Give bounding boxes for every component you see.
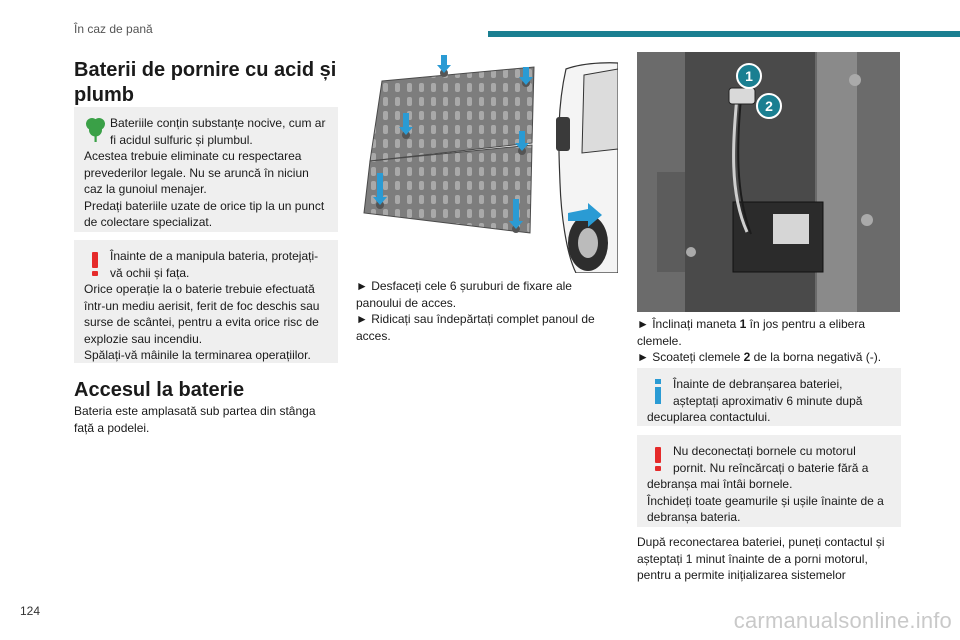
section-title-battery-access: Accesul la baterie <box>74 379 245 401</box>
watermark-text: carmanualsonline.info <box>733 608 952 633</box>
warning-line-3: Spălați-vă mâinile la terminarea operațiilor. <box>84 348 311 362</box>
callout-label-2: 2 <box>765 98 773 114</box>
page-number: 124 <box>20 604 41 618</box>
info-line-1: Înainte de debranșarea bateriei, așteptați aproximativ 6 minute după decuplarea contactului. <box>647 377 863 424</box>
eco-note-line-1: Bateriile conțin substanțe nocive, cum ar fi acidul sulfuric și plumbul. <box>110 116 326 147</box>
warning-note-box <box>74 240 338 363</box>
warning-line-2: Orice operație la o baterie trebuie efectuată într-un mediu aerisit, ferit de foc deschis sau surse de scântei, pentru a evita orice risc de explozie sau incendiu. <box>84 282 320 346</box>
panel-removal-steps <box>356 278 618 344</box>
warning2-line-1: Nu deconectați bornele cu motorul pornit. Nu reîncărcați o baterie fără a debranșa mai întâi bornele. <box>647 444 869 491</box>
exclamation-warning-icon <box>84 248 106 278</box>
step-unscrew: ► Desfaceți cele 6 șuruburi de fixare ale panoului de acces. <box>356 279 572 310</box>
warning2-line-2: Închideți toate geamurile și ușile înainte de a debranșa bateria. <box>647 493 884 524</box>
callout-label-1: 1 <box>745 68 753 84</box>
battery-location-line: Bateria este amplasată sub partea din stânga față a podelei. <box>74 404 316 435</box>
battery-location-text <box>74 403 338 436</box>
warning-line-1: Înainte de a manipula bateria, protejați-vă ochii și fața. <box>110 249 319 280</box>
info-note-box <box>637 368 901 426</box>
header-accent-bar <box>488 31 960 37</box>
access-panel-illustration <box>356 53 618 273</box>
info-icon <box>647 376 669 406</box>
running-header: În caz de pană <box>74 22 153 36</box>
battery-terminal-illustration <box>637 52 900 312</box>
warning-note-box-2 <box>637 435 901 527</box>
step-lift-panel: ► Ridicați sau îndepărtați complet panoul de acces. <box>356 312 595 343</box>
step-clamps: ► Scoateți clemele 2 de la borna negativă (-). <box>637 350 882 364</box>
section-title-batteries: Baterii de pornire cu acid și plumb <box>74 59 337 106</box>
eco-note-line-2: Acestea trebuie eliminate cu respectarea prevederilor legale. Nu se aruncă în niciun caz la gunoiul menajer. <box>84 149 309 196</box>
step-lever: ► Înclinați maneta 1 în jos pentru a elibera clemele. <box>637 317 866 348</box>
reconnect-line: După reconectarea bateriei, puneți contactul și așteptați 1 minut înainte de a porni motorul, pentru a permite inițializarea sistemelor <box>637 535 885 582</box>
terminal-steps <box>637 316 901 366</box>
leaf-eco-icon <box>84 115 106 145</box>
eco-note-line-3: Predați bateriile uzate de orice tip la un punct de colectare specializat. <box>84 198 325 229</box>
exclamation-warning-icon <box>647 443 669 473</box>
eco-note-box <box>74 107 338 232</box>
reconnect-text <box>637 534 901 584</box>
